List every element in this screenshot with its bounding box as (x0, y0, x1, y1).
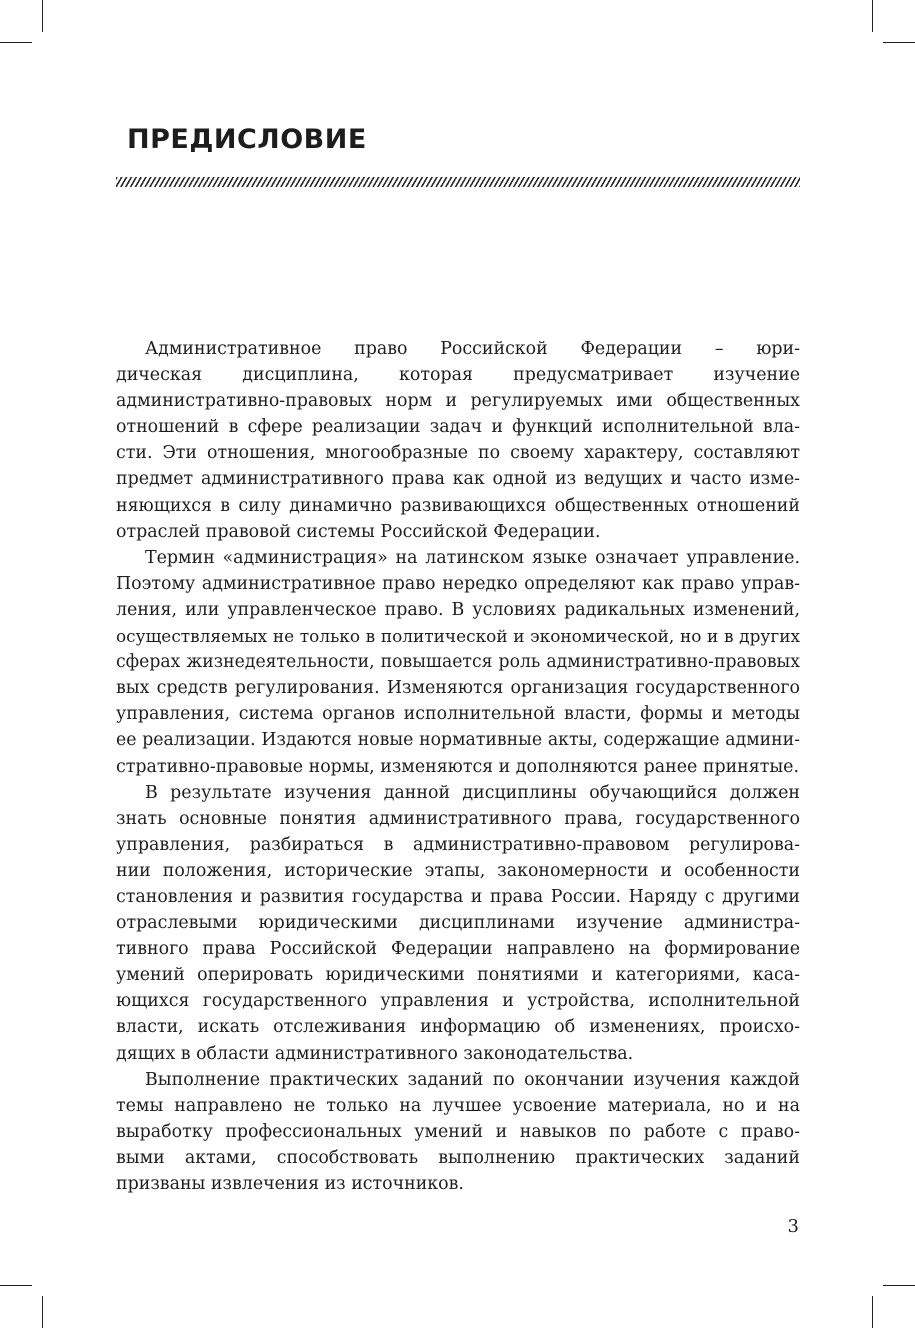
preface-body (116, 336, 800, 1197)
text-line: предмет административного права как одной из ведущих и часто изме- (116, 469, 800, 490)
page-title: ПРЕДИСЛОВИЕ (127, 124, 367, 155)
text-line: Выполнение практических заданий по окончании изучения каждой (145, 1069, 800, 1090)
text-line: ющихся государственного управления и устройства, исполнительной (116, 991, 800, 1012)
text-line: отношений в сфере реализации задач и функций исполнительной вла- (116, 417, 800, 438)
crop-mark (872, 1296, 873, 1328)
text-line: вых средств регулирования. Изменяются организация государственного (116, 678, 800, 699)
text-line: нии положения, исторические этапы, закономерности и особенности (116, 860, 800, 881)
text-line: управления, разбираться в административно-правовом регулирова- (116, 834, 800, 855)
text-line: отраслевыми юридическими дисциплинами изучение администра- (116, 913, 800, 934)
text-line: дящих в области административного законодательства. (116, 1043, 634, 1064)
crop-mark (872, 0, 873, 32)
text-line: призваны извлечения из источников. (116, 1174, 464, 1194)
text-line: выработку профессиональных умений и навыков по работе с право- (116, 1121, 800, 1142)
crop-mark (0, 1285, 32, 1286)
text-line: умений оперировать юридическими понятиями и категориями, каса- (116, 965, 800, 986)
text-line: В результате изучения данной дисциплины обучающийся должен (145, 782, 800, 803)
text-line: знать основные понятия административного права, государственного (116, 808, 800, 829)
text-line: ления, или управленческое право. В условиях радикальных изменений, (116, 599, 800, 620)
text-line: Административное право Российской Федерации – юри- (145, 339, 800, 359)
crop-mark (0, 42, 32, 43)
paragraph (116, 336, 800, 545)
paragraph (116, 1067, 800, 1197)
text-line: выми актами, способствовать выполнению практических заданий (116, 1147, 800, 1168)
text-line: дическая дисциплина, которая предусматривает изучение (116, 365, 800, 386)
text-line: ее реализации. Издаются новые нормативные акты, содержащие админи- (116, 730, 800, 751)
text-line: административно-правовых норм и регулируемых ими общественных (116, 391, 800, 412)
crop-mark (42, 0, 43, 32)
page-number: 3 (787, 1216, 799, 1237)
text-line: стративно-правовые нормы, изменяются и дополняются ранее принятые. (116, 756, 800, 777)
paragraph (116, 780, 800, 1067)
paragraph (116, 545, 800, 780)
text-line: становления и развития государства и права России. Наряду с другими (116, 886, 800, 907)
hatched-divider (116, 177, 800, 187)
text-line: няющихся в силу динамично развивающихся общественных отношений (116, 495, 800, 516)
crop-mark (883, 42, 915, 43)
crop-mark (42, 1296, 43, 1328)
text-line: Термин «администрация» на латинском языке означает управление. (145, 547, 800, 568)
text-line: власти, искать отслеживания информацию об изменениях, происхо- (116, 1017, 800, 1038)
text-line: сти. Эти отношения, многообразные по своему характеру, составляют (116, 443, 800, 464)
text-line: тивного права Российской Федерации направлено на формирование (116, 939, 800, 960)
text-line: темы направлено не только на лучшее усвоение материала, но и на (116, 1095, 800, 1116)
text-line: сферах жизнедеятельности, повышается роль административно-правовых (116, 652, 800, 673)
text-line: управления, система органов исполнительной власти, формы и методы (116, 704, 800, 725)
text-line: осуществляемых не только в политической и экономической, но и в других (116, 626, 800, 647)
text-line: Поэтому административное право нередко определяют как право управ- (116, 573, 800, 594)
crop-mark (883, 1285, 915, 1286)
text-line: отраслей правовой системы Российской Федерации. (116, 521, 601, 542)
